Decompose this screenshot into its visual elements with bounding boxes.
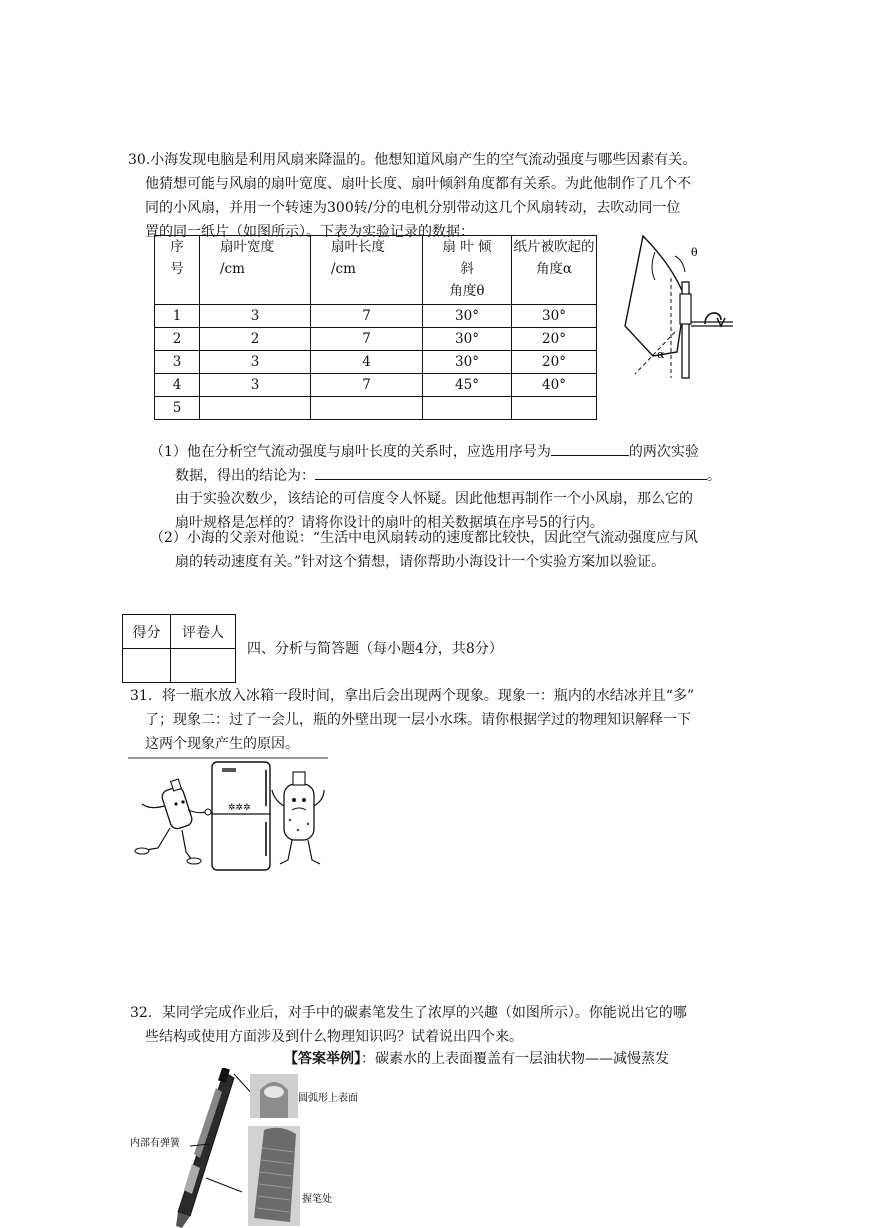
table-cell: 20°	[512, 351, 597, 374]
table-cell-input[interactable]	[423, 397, 512, 420]
theta-label: θ	[691, 246, 698, 259]
q30-line-2: 他猜想可能与风扇的扇叶宽度、扇叶长度、扇叶倾斜角度都有关系。为此他制作了几个不	[145, 176, 691, 192]
q30-data-table	[154, 235, 597, 420]
paper-fold-curve	[652, 252, 655, 280]
table-cell: 30°	[423, 328, 512, 351]
label-grip-area: 握笔处	[302, 1194, 332, 1205]
header-width	[200, 236, 311, 305]
header-angle-theta	[423, 236, 512, 305]
section-4-title: 四、分析与简答题（每小题4分，共8分）	[247, 641, 503, 657]
fridge-icon	[212, 762, 270, 870]
q30-line-3: 同的小风扇，并用一个转速为300转/分的电机分别带动这几个风扇转动，去吹动同一位	[145, 200, 681, 216]
table-row	[155, 328, 597, 351]
header-text: 斜	[460, 261, 474, 277]
theta-arc	[675, 256, 685, 272]
table-cell-input[interactable]	[512, 397, 597, 420]
table-cell: 5	[155, 397, 200, 420]
table-row	[155, 305, 597, 328]
table-cell: 20°	[512, 328, 597, 351]
header-text: 角度θ	[449, 283, 485, 299]
header-text: 扇叶宽度	[220, 239, 274, 255]
header-text: 角度α	[535, 261, 573, 277]
q32-line-1: 32．某同学完成作业后，对手中的碳素笔发生了浓厚的兴趣（如图所示）。你能说出它的哪	[130, 1005, 687, 1021]
table-cell: 45°	[423, 374, 512, 397]
q30-sub1-line-1	[150, 439, 699, 464]
leader-line-grip	[206, 1178, 242, 1192]
table-cell: 7	[311, 305, 423, 328]
label-internal-spring: 内部有弹簧	[130, 1138, 180, 1149]
q30-sub1-text: 的两次实验	[628, 444, 699, 460]
example-label: 【答案举例】	[284, 1051, 361, 1067]
frozen-bottle-icon	[272, 772, 324, 864]
header-text: 号	[170, 261, 184, 277]
header-text: /cm	[220, 261, 245, 277]
svg-text:✲✲✲: ✲✲✲	[228, 803, 251, 813]
q30-sub2-line-2: 扇的转动速度有关。”针对这个猜想，请你帮助小海设计一个实验方案加以验证。	[175, 554, 666, 570]
running-bottle-icon	[135, 779, 211, 864]
table-cell: 3	[155, 351, 200, 374]
score-box	[122, 614, 236, 683]
table-cell: 40°	[512, 374, 597, 397]
table-cell: 4	[311, 351, 423, 374]
table-header-row	[155, 236, 597, 305]
header-text: 序	[170, 239, 184, 255]
score-label: 得分	[123, 615, 171, 649]
table-row	[155, 351, 597, 374]
pen-top-closeup-icon	[250, 1074, 298, 1118]
header-text: 扇叶长度	[331, 239, 385, 255]
answer-blank-conclusion[interactable]	[315, 463, 707, 480]
header-length	[311, 236, 423, 305]
table-row	[155, 374, 597, 397]
table-cell: 3	[200, 305, 311, 328]
q30-sub1-line-2	[175, 463, 721, 488]
table-cell: 2	[200, 328, 311, 351]
q30-sub1-text: 数据，得出的结论为：	[175, 468, 315, 484]
alpha-label: α	[657, 348, 665, 361]
pen-grip-closeup-icon	[248, 1126, 300, 1226]
grader-cell[interactable]	[171, 649, 236, 683]
grader-label: 评卷人	[171, 615, 236, 649]
score-cell[interactable]	[123, 649, 171, 683]
table-cell: 30°	[423, 351, 512, 374]
label-arc-top-surface: 圆弧形上表面	[298, 1093, 358, 1104]
example-text: ：碳素水的上表面覆盖有一层油状物——减慢蒸发	[361, 1051, 669, 1067]
table-cell: 3	[200, 374, 311, 397]
table-cell-input[interactable]	[311, 397, 423, 420]
q30-sub1-text: （1）他在分析空气流动强度与扇叶长度的关系时，应选用序号为	[150, 444, 551, 460]
table-cell: 30°	[512, 305, 597, 328]
pen-figure	[130, 1068, 370, 1228]
fridge-bottles-illustration	[128, 756, 333, 876]
table-row-blank	[155, 397, 597, 420]
q30-line-1: 30.小海发现电脑是利用风扇来降温的。他想知道风扇产生的空气流动强度与哪些因素有关。	[128, 152, 697, 168]
header-text: 纸片被吹起的	[513, 239, 595, 255]
header-text: 扇 叶 倾	[442, 239, 492, 255]
paper-sheet-shape	[625, 236, 685, 356]
table-cell: 7	[311, 374, 423, 397]
table-cell-input[interactable]	[200, 397, 311, 420]
header-text: /cm	[331, 261, 356, 277]
fan-paper-figure	[615, 232, 735, 382]
fan-blade	[680, 294, 691, 324]
pen-icon	[176, 1068, 234, 1228]
q31-line-2: 了；现象二：过了一会儿，瓶的外壁出现一层小水珠。请你根据学过的物理知识解释一下	[145, 712, 691, 728]
table-cell: 30°	[423, 305, 512, 328]
table-cell: 7	[311, 328, 423, 351]
q32-line-2: 些结构或使用方面涉及到什么物理知识吗？试着说出四个来。	[145, 1029, 523, 1045]
q30-sub1-line-4: 扇叶规格是怎样的？请将你设计的扇叶的相关数据填在序号5的行内。	[175, 515, 604, 531]
table-cell: 4	[155, 374, 200, 397]
table-cell: 2	[155, 328, 200, 351]
table-cell: 1	[155, 305, 200, 328]
header-seq	[155, 236, 200, 305]
q30-line-4: 置的同一纸片（如图所示）。下表为实验记录的数据：	[145, 224, 474, 240]
q30-sub1-text: 。	[707, 468, 721, 484]
q31-line-3: 这两个现象产生的原因。	[145, 736, 299, 752]
q30-sub2-line-1: （2）小海的父亲对他说：“生活中电风扇转动的速度都比较快，因此空气流动强度应与风	[150, 530, 699, 546]
q31-line-1: 31．将一瓶水放入冰箱一段时间，拿出后会出现两个现象。现象一：瓶内的水结冰并且“多”	[130, 688, 695, 704]
answer-blank-seq[interactable]	[551, 439, 629, 456]
q30-sub1-line-3: 由于实验次数少，该结论的可信度令人怀疑。因此他想再制作一个小风扇，那么它的	[175, 491, 693, 507]
header-angle-alpha	[512, 236, 597, 305]
table-cell: 3	[200, 351, 311, 374]
